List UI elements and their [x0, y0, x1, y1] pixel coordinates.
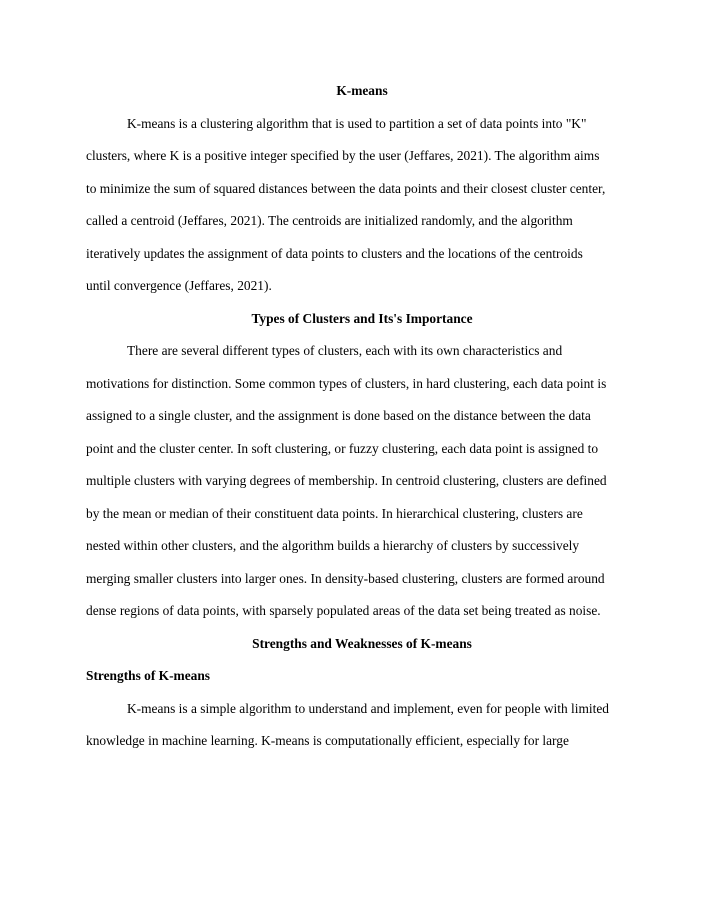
subheading-strengths: Strengths of K-means	[86, 668, 210, 683]
section-heading-types-of-clusters: Types of Clusters and Its's Importance	[251, 310, 473, 326]
paragraph-line: K-means is a simple algorithm to understand and implement, even for people with limited	[127, 700, 609, 716]
paragraph-line: called a centroid (Jeffares, 2021). The centroids are initialized randomly, and the algorithm	[86, 213, 573, 228]
paragraph-line: assigned to a single cluster, and the assignment is done based on the distance between the data	[86, 408, 591, 423]
paragraph-line: multiple clusters with varying degrees of membership. In centroid clustering, clusters are defined	[86, 473, 607, 488]
paragraph-line: K-means is a clustering algorithm that is used to partition a set of data points into "K"	[127, 115, 587, 131]
document-body	[86, 75, 638, 758]
paragraph-line: merging smaller clusters into larger ones. In density-based clustering, clusters are formed around	[86, 570, 605, 586]
paragraph-line: by the mean or median of their constituent data points. In hierarchical clustering, clusters are	[86, 505, 583, 521]
paragraph-line: until convergence (Jeffares, 2021).	[86, 278, 272, 293]
paragraph-types-of-clusters	[86, 335, 638, 628]
paragraph-line: point and the cluster center. In soft clustering, or fuzzy clustering, each data point is assigned to	[86, 440, 599, 456]
paragraph-line: nested within other clusters, and the algorithm builds a hierarchy of clusters by successively	[86, 538, 580, 553]
paragraph-line: dense regions of data points, with sparsely populated areas of the data set being treated as noise.	[86, 603, 601, 618]
section-heading-strengths-weaknesses: Strengths and Weaknesses of K-means	[252, 635, 472, 651]
paragraph-line: iteratively updates the assignment of data points to clusters and the locations of the centroids	[86, 245, 583, 261]
paragraph-line: There are several different types of clusters, each with its own characteristics and	[127, 343, 563, 358]
paragraph-strengths	[86, 693, 638, 758]
paragraph-line: knowledge in machine learning. K-means is computationally efficient, especially for large	[86, 733, 569, 748]
document-title: K-means	[336, 83, 388, 98]
paragraph-line: to minimize the sum of squared distances between the data points and their closest cluster center,	[86, 180, 606, 196]
paragraph-kmeans-intro	[86, 108, 638, 303]
paragraph-line: motivations for distinction. Some common types of clusters, in hard clustering, each data point is	[86, 375, 607, 391]
paragraph-line: clusters, where K is a positive integer specified by the user (Jeffares, 2021). The algorithm aims	[86, 148, 600, 163]
